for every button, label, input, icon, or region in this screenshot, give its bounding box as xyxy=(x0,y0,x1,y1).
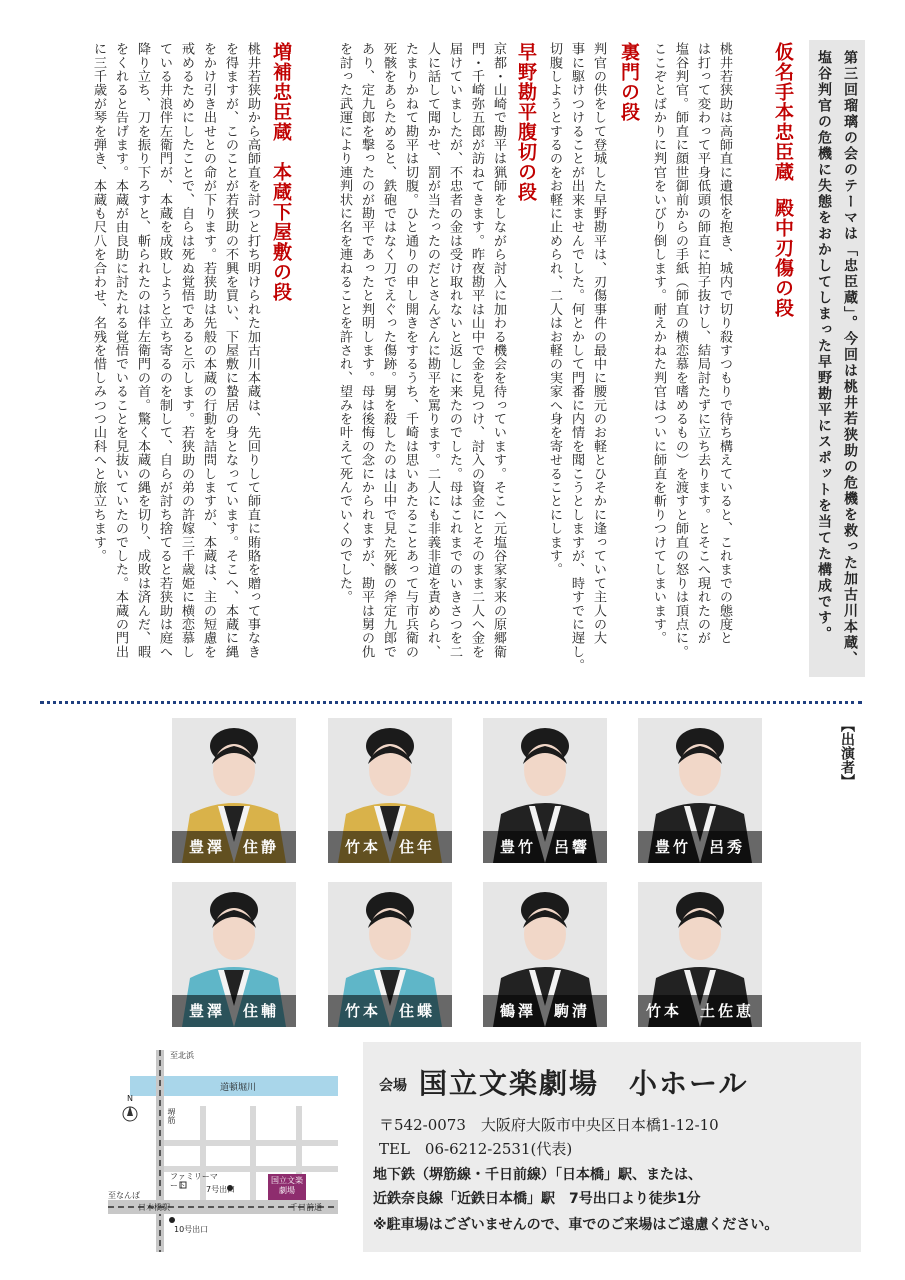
cast-name: 竹本 住蝶 xyxy=(328,995,452,1027)
map-label-north-end: 至北浜 xyxy=(170,1051,194,1060)
section-4-title: 増補忠臣蔵本蔵下屋敷の段 xyxy=(270,42,292,302)
cast-photo-1 xyxy=(638,718,762,863)
venue-access-2: 近鉄奈良線「近鉄日本橋」駅 7号出口より徒歩1分 xyxy=(373,1191,701,1207)
cast-name: 竹本 住年 xyxy=(328,831,452,863)
section-1-body: 桃井若狭助は高師直に遺恨を抱き、城内で切り殺すつもりで待ち構えていると、これまでの態度と は打って変わって平身低頭の師直に拍子抜けし、結局討たずに立ち去ります。とそこへ現れたのが 塩谷判官。師直に顔世御前からの手紙（師直の横恋慕を嗜めるもの）を渡すと師直の怒りは頂点に。 ここぞとばかりに判官をいびり倒します。耐えかねた判官はついに師直を斬りつけてしまいます。 xyxy=(651,42,732,659)
section-3-body: 京都・山崎で勘平は猟師をしながら討入に加わる機会を待っています。そこへ元塩谷家家来の原郷衛 門・千崎弥五郎が訪ねてきます。昨夜勘平は山中で金を見つけ、討入の資金にとそのまま二人へ金を 届けていましたが、不忠者の金は受け取れないと返しに来たのでした。母はこれまでのいきさつを二 人に話して聞かせ、罰が当たったのだとさんざんに勘平を罵ります。二人にも非義非道を責められ、 たまりかねて勘平は切腹。ひと通りの申し開きをするうち、千崎は思いあたることあって与市兵衛の 死骸をあらためると、鉄砲ではなく刀でえぐった傷跡。舅を殺したのは山中で見た死骸の斧定九郎で あり、定九郎を撃ったのが勘平であったと判明します。母は後悔の念にかられますが、勘平は舅の仇 を討った武運により連判状に名を連ねることを許され、望みを叶えて死んでいくのでした。 xyxy=(337,42,506,659)
map-graphic xyxy=(100,1042,350,1256)
cast-name: 竹本 土佐恵 xyxy=(638,995,762,1027)
venue-access-1: 地下鉄（堺筋線・千日前線）「日本橋」駅、または、 xyxy=(373,1167,702,1183)
section-2-title: 裏門の段 xyxy=(618,42,640,122)
cast-name: 豊竹 呂秀 xyxy=(638,831,762,863)
cast-photo-3 xyxy=(328,718,452,863)
map-label-canal: 道頓堀川 xyxy=(220,1083,257,1093)
section-2-body: 判官の供をして登城した早野勘平は、刃傷事件の最中に腰元のお軽とひそかに逢っていて主人の大 事に駆けつけることが出来ませんでした。何とかして門番に内情を聞こうとしますが、時すでに遅し。 切腹しようとするのをお軽に止められ、二人はお軽の実家へ身を寄せることにします。 xyxy=(547,42,606,673)
map-label-north-mark: N xyxy=(127,1094,133,1103)
intro-line-1: 第三回瑠璃の会のテーマは「忠臣蔵」。今回は桃井若狭助の危機を救った加古川本蔵、 xyxy=(842,50,858,667)
map-label-exit7: 7号出口 xyxy=(206,1185,236,1194)
access-map xyxy=(100,1042,350,1256)
cast-photo-2 xyxy=(483,718,607,863)
section-divider xyxy=(40,701,862,704)
venue-address: 〒542-0073 大阪府大阪市中央区日本橋1-12-10 xyxy=(379,1116,719,1134)
map-label-exit10: 10号出口 xyxy=(174,1225,209,1234)
map-label-station: 日本橋駅 xyxy=(138,1203,170,1212)
cast-title: 【出演者】 xyxy=(839,718,855,788)
intro-box xyxy=(809,40,865,677)
map-label-west-end: 至なんば xyxy=(108,1191,140,1200)
cast-name: 豊竹 呂響 xyxy=(483,831,607,863)
intro-line-2: 塩谷判官の危機に失態をおかしてしまった早野勘平にスポットを当てた構成です。 xyxy=(816,50,832,642)
cast-name: 豊澤 住輔 xyxy=(172,995,296,1027)
cast-photo-6 xyxy=(483,882,607,1027)
cast-name: 豊澤 住静 xyxy=(172,831,296,863)
map-label-street: 堺筋 xyxy=(167,1108,176,1124)
venue-label: 会場 xyxy=(379,1078,407,1094)
cast-photo-8 xyxy=(172,882,296,1027)
venue-parking-note: ※駐車場はございませんので、車でのご来場はご遠慮ください。 xyxy=(373,1217,779,1233)
cast-photo-4 xyxy=(172,718,296,863)
map-label-theater: 国立文楽劇場 xyxy=(271,1176,303,1195)
section-1-title: 仮名手本忠臣蔵殿中刃傷の段 xyxy=(772,42,794,318)
venue-box xyxy=(363,1042,861,1252)
venue-name: 国立文楽劇場 小ホール xyxy=(419,1067,749,1100)
section-3-title: 早野勘平腹切の段 xyxy=(515,42,537,202)
cast-photo-5 xyxy=(638,882,762,1027)
cast-photo-7 xyxy=(328,882,452,1027)
cast-name: 鶴澤 駒清 xyxy=(483,995,607,1027)
map-label-avenue: 千日前通 xyxy=(290,1203,322,1212)
map-label-family-mart: ファミリーマート xyxy=(170,1172,218,1190)
section-4-body: 桃井若狭助から高師直を討つと打ち明けられた加古川本蔵は、先回りして師直に賄賂を贈って事なき を得ますが、このことが若狭助の不興を買い、下屋敷に蟄居の身となっています。そこへ、本蔵に縄 をかけ引き出せとの命が下ります。若狭助は先般の本蔵の行動を詰問しますが、本蔵は、主の短慮を 戒めるためにしたことで、自らは死ぬ覚悟であると示します。若狭助の弟の許嫁三千歳姫に横恋慕し ている井浪伴左衛門が、本蔵を成敗しようと立ち寄るのを制して、自らが討ち捨てると若狭助は庭へ 降り立ち、刀を振り下ろすと、斬られたのは伴左衛門の首。驚く本蔵の縄を切り、成敗は済んだ、暇 をくれると告げます。本蔵が由良助に討たれる覚悟でいることを見抜いていたのでした。本蔵の門出 に三千歳が琴を弾き、本蔵も尺八を合わせ、名残を惜しみつつ山科へと旅立ちます。 xyxy=(91,42,260,659)
venue-tel: TEL 06-6212-2531(代表) xyxy=(379,1140,573,1158)
